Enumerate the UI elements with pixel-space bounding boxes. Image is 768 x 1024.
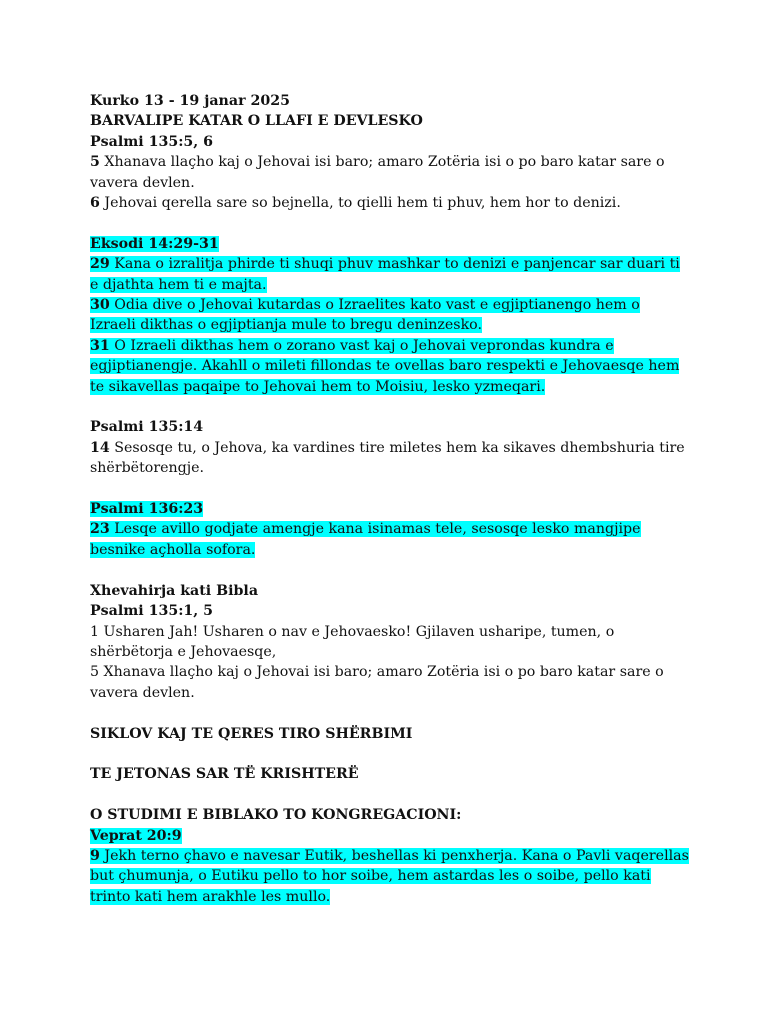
verse-text: Kana o izralitja phirde ti shuqi phuv mashkar to denizi e panjencar sar duari ti e djathta hem ti e majta. xyxy=(90,256,680,293)
verse-number: 14 xyxy=(90,439,110,456)
scripture-reference: Psalmi 136:23 xyxy=(90,501,204,518)
document-page xyxy=(90,91,690,907)
spacer xyxy=(90,397,690,417)
scripture-reference-block xyxy=(90,234,690,254)
spacer xyxy=(90,744,690,764)
verse xyxy=(90,193,690,213)
verse xyxy=(90,519,690,560)
scripture-reference: Psalmi 135:1, 5 xyxy=(90,603,214,620)
section-heading: TE JETONAS SAR TË KRISHTERË xyxy=(90,766,359,783)
scripture-reference: Veprat 20:9 xyxy=(90,827,182,844)
section-heading: O STUDIMI E BIBLAKO TO KONGREGACIONI: xyxy=(90,807,462,824)
scripture-reference-block xyxy=(90,499,690,519)
spacer xyxy=(90,560,690,580)
verse xyxy=(90,295,690,336)
verse-text: Sesosqe tu, o Jehova, ka vardines tire miletes hem ka sikaves dhembshuria tire shërbëtorengje. xyxy=(90,439,685,477)
verse-text: Odia dive o Jehovai kutardas o Izraelites kato vast e egjiptianengo hem o Izraeli dikthas o egjiptianja mule to bregu deninzesko. xyxy=(90,297,640,334)
scripture-reference: Psalmi 135:14 xyxy=(90,419,204,436)
scripture-reference-block xyxy=(90,826,690,846)
scripture-reference: Eksodi 14:29-31 xyxy=(90,235,219,252)
verse-number: 9 xyxy=(90,847,100,864)
verse-text: 1 Usharen Jah! Usharen o nav e Jehovaesko! Gjilaven usharipe, tumen, o shërbëtorja e Jehovaesqe, xyxy=(90,623,615,660)
verse xyxy=(90,254,690,295)
verse-text: Jehovai qerella sare so bejnella, to qielli hem ti phuv, hem hor to denizi. xyxy=(99,195,621,212)
scripture-reference: Psalmi 135:5, 6 xyxy=(90,133,214,150)
verse-number: 5 xyxy=(90,154,100,171)
verse xyxy=(90,846,690,907)
verse-text: Xhanava llaçho kaj o Jehovai isi baro; amaro Zotëria isi o po baro katar sare o vavera devlen. xyxy=(90,154,665,191)
verse xyxy=(90,152,690,193)
spacer xyxy=(90,785,690,805)
verse-text: O Izraeli dikthas hem o zorano vast kaj o Jehovai veprondas kundra e egjiptianengje. Akahll o mileti fillondas te ovellas baro respekti e Jehovaesqe hem te sikavellas paqaipe to Jehovai hem to Moisiu, lesko yzmeqari. xyxy=(90,337,680,395)
verse-text: 5 Xhanava llaçho kaj o Jehovai isi baro; amaro Zotëria isi o po baro katar sare o vavera devlen. xyxy=(90,664,664,701)
verse-number: 6 xyxy=(90,195,100,212)
section-title: BARVALIPE KATAR O LLAFI E DEVLESKO xyxy=(90,113,423,130)
spacer xyxy=(90,479,690,499)
verse-number: 23 xyxy=(90,521,110,538)
section-heading: SIKLOV KAJ TE QERES TIRO SHËRBIMI xyxy=(90,725,413,742)
verse-text: Lesqe avillo godjate amengje kana isinamas tele, sesosqe lesko mangjipe besnike açholla sofora. xyxy=(90,521,641,558)
verse-number: 29 xyxy=(90,256,110,273)
spacer xyxy=(90,703,690,723)
verse xyxy=(90,438,690,479)
verse-number: 31 xyxy=(90,337,110,354)
week-range: Kurko 13 - 19 janar 2025 xyxy=(90,93,290,109)
verse-text: Jekh terno çhavo e navesar Eutik, beshellas ki penxherja. Kana o Pavli vaqerellas but çhumunja, o Eutiku pello to hor soibe, hem astardas les o soibe, pello kati trinto kati hem arakhle les mullo. xyxy=(90,847,689,905)
subsection-title: Xhevahirja kati Bibla xyxy=(90,582,259,599)
verse-number: 30 xyxy=(90,297,110,314)
verse xyxy=(90,336,690,397)
spacer xyxy=(90,213,690,233)
